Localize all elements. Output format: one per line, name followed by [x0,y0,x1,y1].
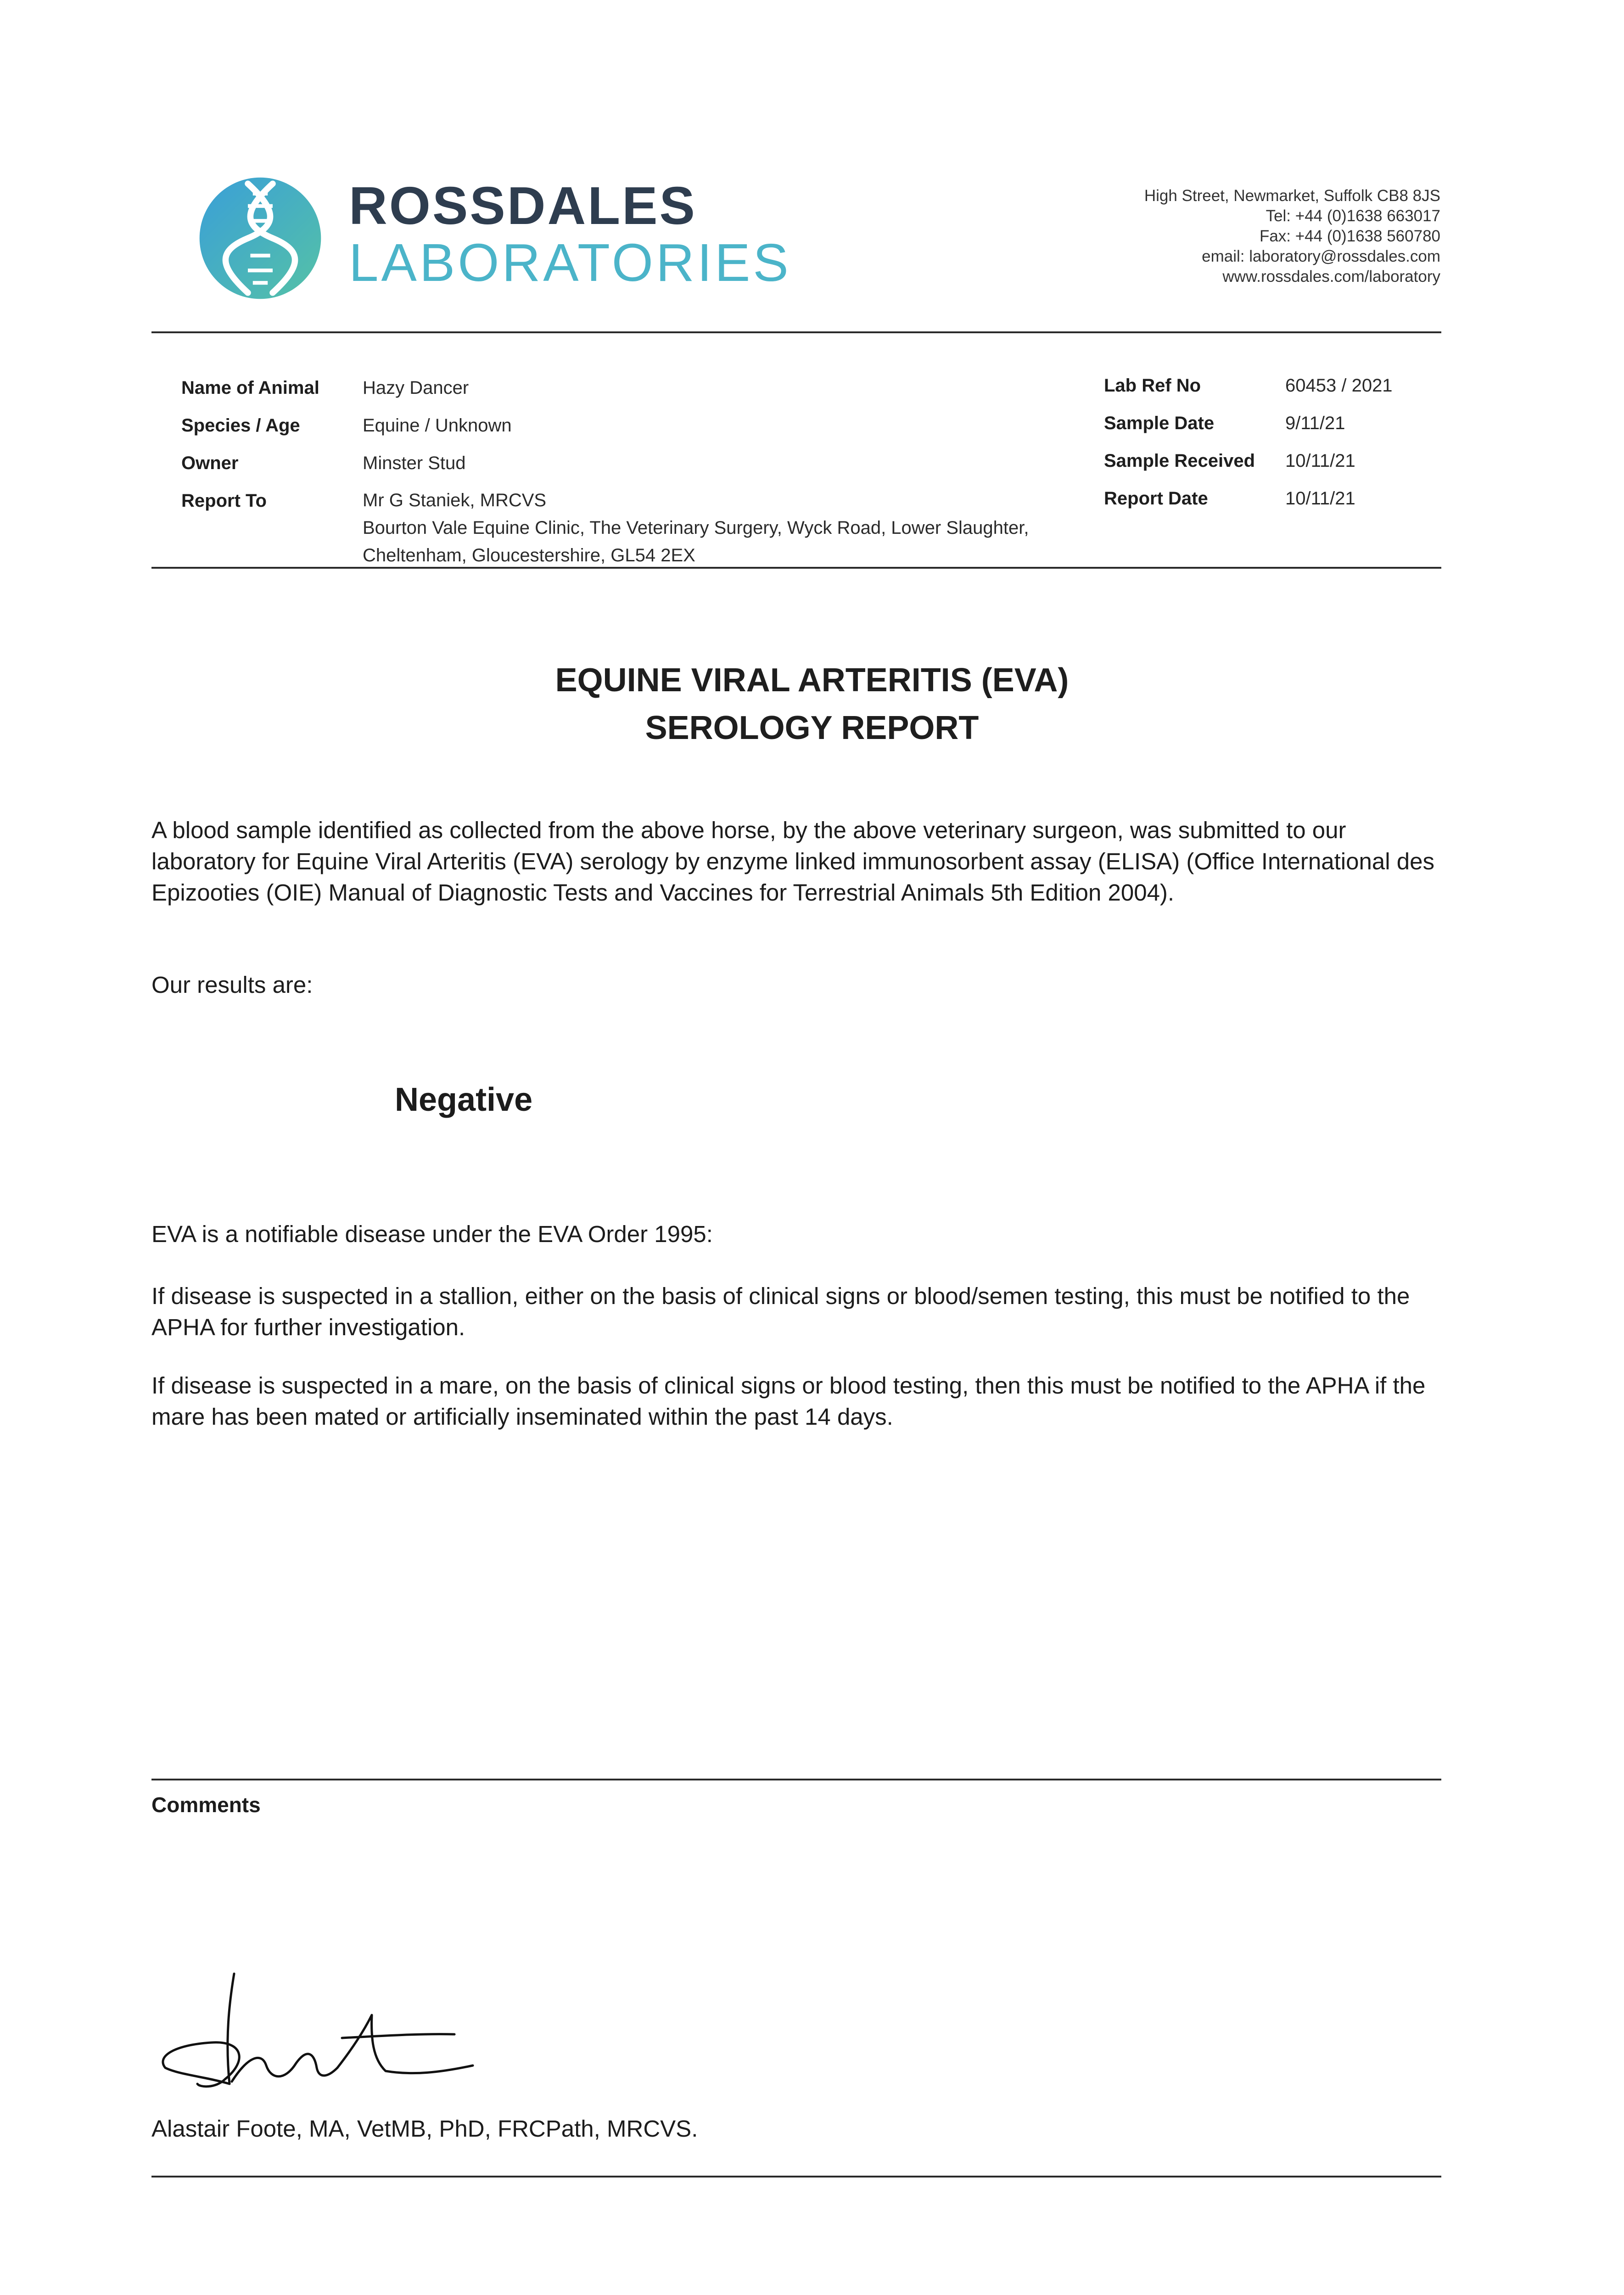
species-label: Species / Age [181,415,300,436]
report-date-value: 10/11/21 [1285,488,1355,509]
contact-block [1027,186,1440,287]
contact-website: www.rossdales.com/laboratory [1222,268,1440,285]
report-to-line: Cheltenham, Gloucestershire, GL54 2EX [363,545,695,565]
report-title [0,656,1624,752]
contact-email: email: laboratory@rossdales.com [1202,247,1440,265]
lab-ref-value: 60453 / 2021 [1285,375,1393,396]
sample-date-value: 9/11/21 [1285,413,1345,433]
name-label: Name of Animal [181,378,319,398]
species-value: Equine / Unknown [363,415,512,436]
comments-divider [151,1779,1441,1780]
brand-name: ROSSDALES [349,176,697,235]
sample-date-label: Sample Date [1104,413,1215,433]
report-date-label: Report Date [1104,488,1208,509]
stallion-note: If disease is suspected in a stallion, either on the basis of clinical signs or blood/semen testing, this must be notified to the APHA for further investigation. [151,1283,1410,1340]
brand-logotype [349,176,791,292]
comments-label: Comments [151,1793,261,1817]
results-intro: Our results are: [151,972,313,998]
contact-address: High Street, Newmarket, Suffolk CB8 8JS [1144,187,1440,205]
sample-received-label: Sample Received [1104,451,1255,471]
test-result: Negative [395,1081,533,1118]
report-title-line1: EQUINE VIRAL ARTERITIS (EVA) [555,662,1069,699]
intro-paragraph: A blood sample identified as collected from the above horse, by the above veterinary surgeon, was submitted to our laboratory for Equine Viral Arteritis (EVA) serology by enzyme linked immunosorbent assay (ELISA) (Office International des Epizooties (OIE) Manual of Diagnostic Tests and Vaccines for Terrestrial Animals 5th Edition 2004). [151,817,1434,906]
brand-subname: LABORATORIES [349,233,791,292]
report-to-line: Mr G Staniek, MRCVS [363,490,547,510]
contact-tel: Tel: +44 (0)1638 663017 [1266,207,1440,225]
report-to-label: Report To [181,491,267,511]
owner-value: Minster Stud [363,453,466,473]
report-title-line2: SEROLOGY REPORT [645,710,979,746]
signatory: Alastair Foote, MA, VetMB, PhD, FRCPath, MRCVS. [151,2116,698,2142]
contact-fax: Fax: +44 (0)1638 560780 [1259,227,1440,245]
footer-divider [151,2176,1441,2177]
handwritten-signature [156,1969,487,2107]
dna-helix-icon [198,176,322,300]
header-divider [151,331,1441,333]
mare-note: If disease is suspected in a mare, on the basis of clinical signs or blood testing, then this must be notified to the APHA if the mare has been mated or artificially inseminated within the past 14 days. [151,1372,1426,1430]
sample-received-value: 10/11/21 [1285,451,1355,471]
name-value: Hazy Dancer [363,378,469,398]
report-to-value [363,487,1029,569]
lab-ref-label: Lab Ref No [1104,375,1201,396]
report-to-line: Bourton Vale Equine Clinic, The Veterinary Surgery, Wyck Road, Lower Slaughter, [363,518,1029,538]
notifiable-statement: EVA is a notifiable disease under the EVA Order 1995: [151,1221,713,1247]
owner-label: Owner [181,453,239,473]
info-divider [151,567,1441,569]
